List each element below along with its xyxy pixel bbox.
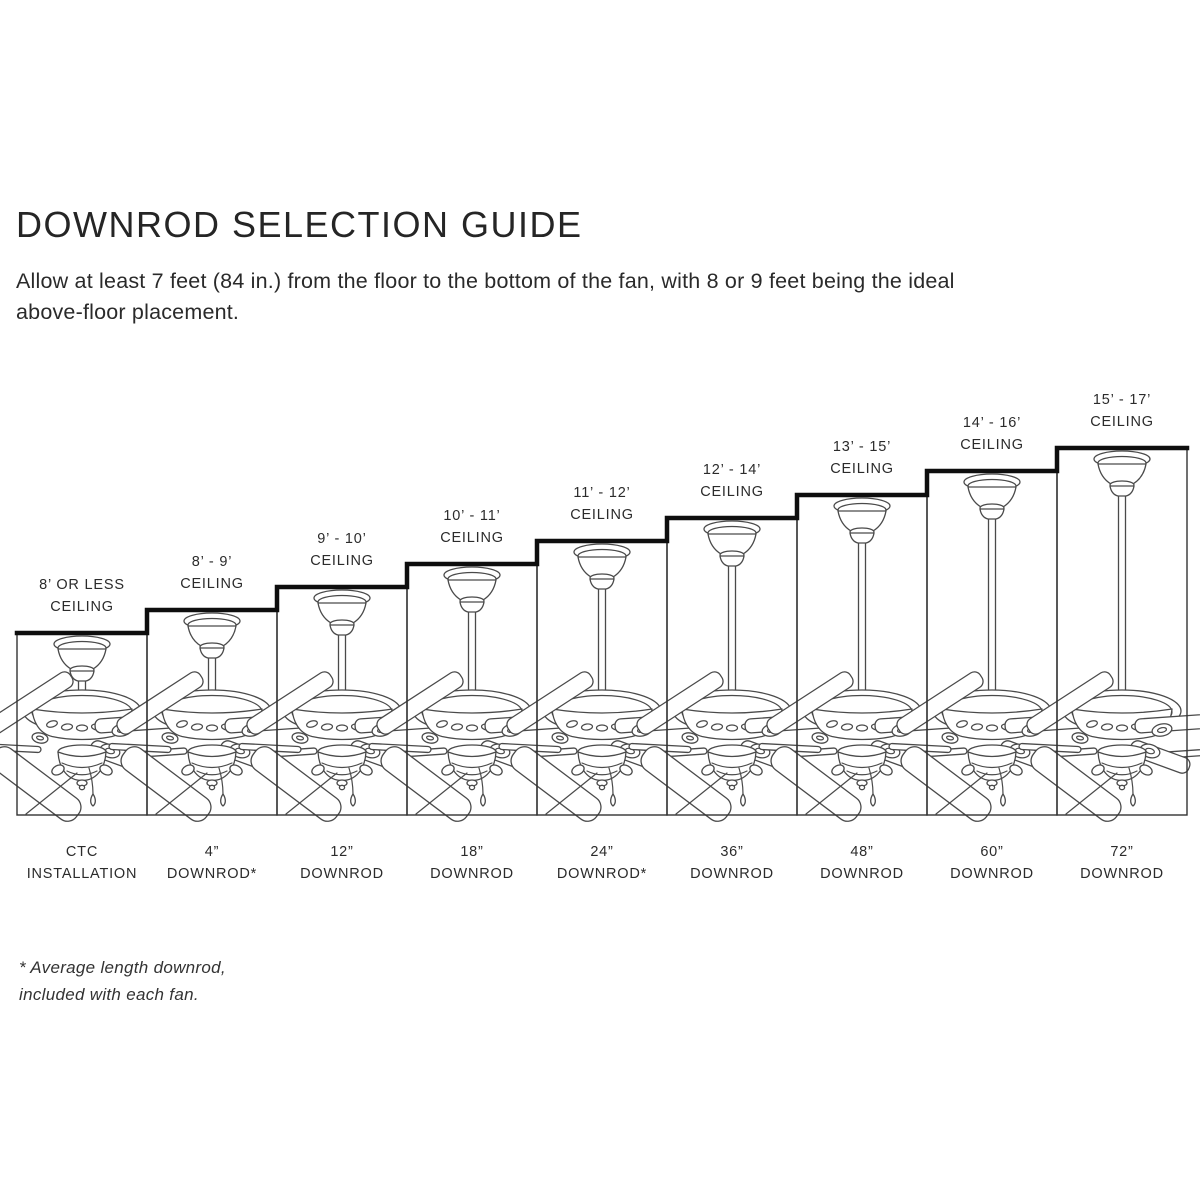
ceiling-range-text: 10’ - 11’ [443, 508, 501, 524]
downrod-label-4 [397, 841, 547, 885]
downrod-size-text: CTC [65, 844, 99, 860]
ceiling-range-text: 11’ - 12’ [573, 485, 631, 501]
downrod-size-text: 4” [204, 844, 220, 860]
downrod-word-text: DOWNROD [950, 866, 1034, 882]
downrod-word-text: DOWNROD* [166, 866, 258, 882]
ceiling-word-text: CEILING [830, 461, 894, 477]
downrod-label-9 [1047, 841, 1197, 885]
ceiling-label-2 [137, 551, 287, 595]
ceiling-word-text: CEILING [700, 484, 764, 500]
ceiling-label-3 [267, 528, 417, 572]
ceiling-label-4 [397, 505, 547, 549]
ceiling-range-text: 13’ - 15’ [832, 439, 892, 455]
ceiling-word-text: CEILING [440, 530, 504, 546]
ceiling-range-text: 12’ - 14’ [702, 462, 762, 478]
footnote-line-1: * Average length downrod, [19, 958, 226, 977]
downrod-word-text: DOWNROD [1080, 866, 1164, 882]
footnote-line-2: included with each fan. [19, 985, 199, 1004]
downrod-label-8 [917, 841, 1067, 885]
downrod-word-text: DOWNROD* [556, 866, 648, 882]
ceiling-word-text: CEILING [1090, 414, 1154, 430]
downrod-label-2 [137, 841, 287, 885]
downrod-word-text: DOWNROD [690, 866, 774, 882]
ceiling-range-text: 14’ - 16’ [962, 415, 1022, 431]
downrod-size-text: 36” [720, 844, 744, 860]
downrod-size-text: 18” [460, 844, 484, 860]
downrod-label-7 [787, 841, 937, 885]
intro-line-2: above-floor placement. [16, 300, 240, 324]
footnote [19, 954, 226, 1008]
ceiling-range-text: 8’ OR LESS [39, 577, 125, 593]
ceiling-label-6 [657, 459, 807, 503]
downrod-label-5 [527, 841, 677, 885]
ceiling-label-1 [7, 574, 157, 618]
ceiling-word-text: CEILING [570, 507, 634, 523]
downrod-label-1 [7, 841, 157, 885]
downrod-word-text: INSTALLATION [26, 866, 138, 882]
page-title: DOWNROD SELECTION GUIDE [16, 204, 583, 245]
downrod-size-text: 12” [330, 844, 354, 860]
ceiling-word-text: CEILING [50, 599, 114, 615]
downrod-word-text: DOWNROD [300, 866, 384, 882]
downrod-size-text: 24” [590, 844, 614, 860]
ceiling-word-text: CEILING [180, 576, 244, 592]
ceiling-range-text: 8’ - 9’ [191, 554, 233, 570]
downrod-label-3 [267, 841, 417, 885]
ceiling-label-5 [527, 482, 677, 526]
ceiling-word-text: CEILING [960, 437, 1024, 453]
intro-line-1: Allow at least 7 feet (84 in.) from the floor to the bottom of the fan, with 8 or 9 feet being the ideal [16, 269, 955, 293]
downrod-word-text: DOWNROD [820, 866, 904, 882]
ceiling-word-text: CEILING [310, 553, 374, 569]
downrod-word-text: DOWNROD [430, 866, 514, 882]
ceiling-range-text: 9’ - 10’ [317, 531, 367, 547]
ceiling-range-text: 15’ - 17’ [1092, 392, 1152, 408]
downrod-size-text: 60” [980, 844, 1004, 860]
downrod-label-6 [657, 841, 807, 885]
ceiling-label-7 [787, 436, 937, 480]
downrod-size-text: 48” [850, 844, 874, 860]
ceiling-label-9 [1047, 389, 1197, 433]
ceiling-label-8 [917, 412, 1067, 456]
downrod-size-text: 72” [1110, 844, 1134, 860]
